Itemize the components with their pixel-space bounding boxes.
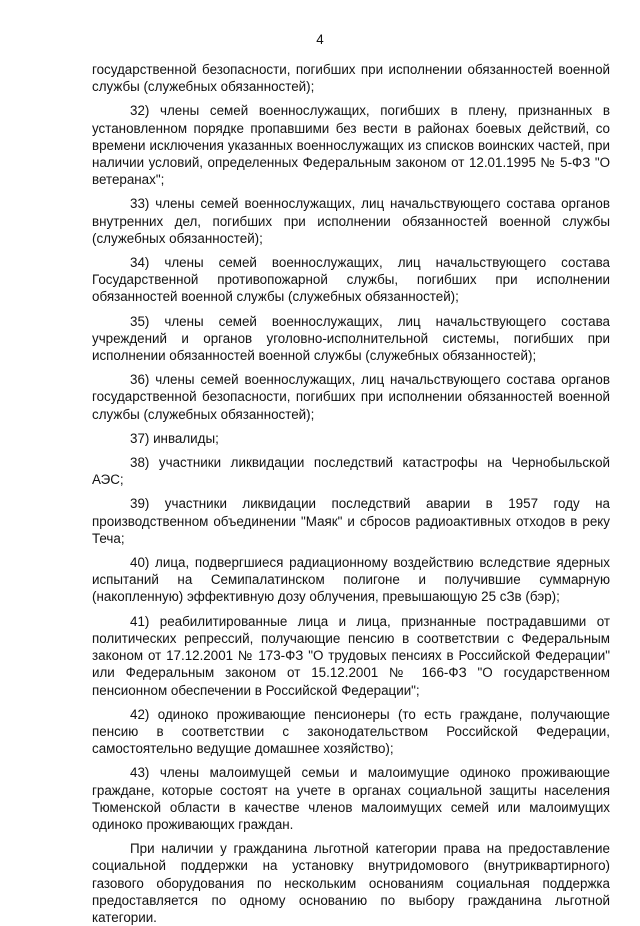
list-item-39: 39) участники ликвидации последствий аварии в 1957 году на производственном объединении "Маяк" и сбросов радиоактивных отходов в реку Теча; <box>92 496 610 546</box>
closing-paragraph: При наличии у гражданина льготной категории права на предоставление социальной поддержки на установку внутридомового (внутриквартирного) газового оборудования по нескольким основаниям социальная поддержка предоставляется по одному основанию по выбору гражданина льготной категории. <box>92 841 610 925</box>
paragraph-continuation: государственной безопасности, погибших при исполнении обязанностей военной службы (служебных обязанностей); <box>92 62 610 95</box>
list-item-35: 35) члены семей военнослужащих, лиц начальствующего состава учреждений и органов уголовно-исполнительной системы, погибших при исполнении обязанностей военной службы (служебных обязанностей); <box>92 313 610 364</box>
list-item-41: 41) реабилитированные лица и лица, признанные пострадавшими от политических репрессий, получающие пенсию в соответствии с Федеральным законом от 17.12.2001 № 173-ФЗ "О трудовых пенсиях в Российской Федерации" или Федеральным законом от 15.12.2001 № 166-ФЗ "О государственном пенсионном обеспечении в Российской Федерации"; <box>92 613 610 698</box>
list-item-36: 36) члены семей военнослужащих, лиц начальствующего состава органов государственной безопасности, погибших при исполнении обязанностей военной службы (служебных обязанностей); <box>92 372 610 422</box>
list-item-42: 42) одиноко проживающие пенсионеры (то есть граждане, получающие пенсию в соответствии с законодательством Российской Федерации, самостоятельно ведущие домашнее хозяйство); <box>92 706 610 757</box>
page-number: 4 <box>316 32 324 47</box>
document-body <box>92 61 610 926</box>
list-item-32: 32) члены семей военнослужащих, погибших в плену, признанных в установленном порядке пропавшими без вести в районах боевых действий, со времени исключения указанных военнослужащих из списков воинских частей, при наличии условий, определенных Федеральным законом от 12.01.1995 № 5-ФЗ "О ветеранах"; <box>92 103 610 188</box>
list-item-34: 34) члены семей военнослужащих, лиц начальствующего состава Государственной противопожарной службы, погибших при исполнении обязанностей военной службы (служебных обязанностей); <box>92 255 610 305</box>
list-item-43: 43) члены малоимущей семьи и малоимущие одиноко проживающие граждане, которые состоят на учете в органах социальной защиты населения Тюменской области в качестве членов малоимущих семей или малоимущих одиноко проживающих граждан. <box>92 765 610 832</box>
list-item-40: 40) лица, подвергшиеся радиационному воздействию вследствие ядерных испытаний на Семипалатинском полигоне и получившие суммарную (накопленную) эффективную дозу облучения, превышающую 25 сЗв (бэр); <box>92 555 610 605</box>
list-item-38: 38) участники ликвидации последствий катастрофы на Чернобыльской АЭС; <box>92 455 610 488</box>
list-item-33: 33) члены семей военнослужащих, лиц начальствующего состава органов внутренних дел, погибших при исполнении обязанностей военной службы (служебных обязанностей); <box>92 196 610 246</box>
list-item-37: 37) инвалиды; <box>130 430 219 446</box>
